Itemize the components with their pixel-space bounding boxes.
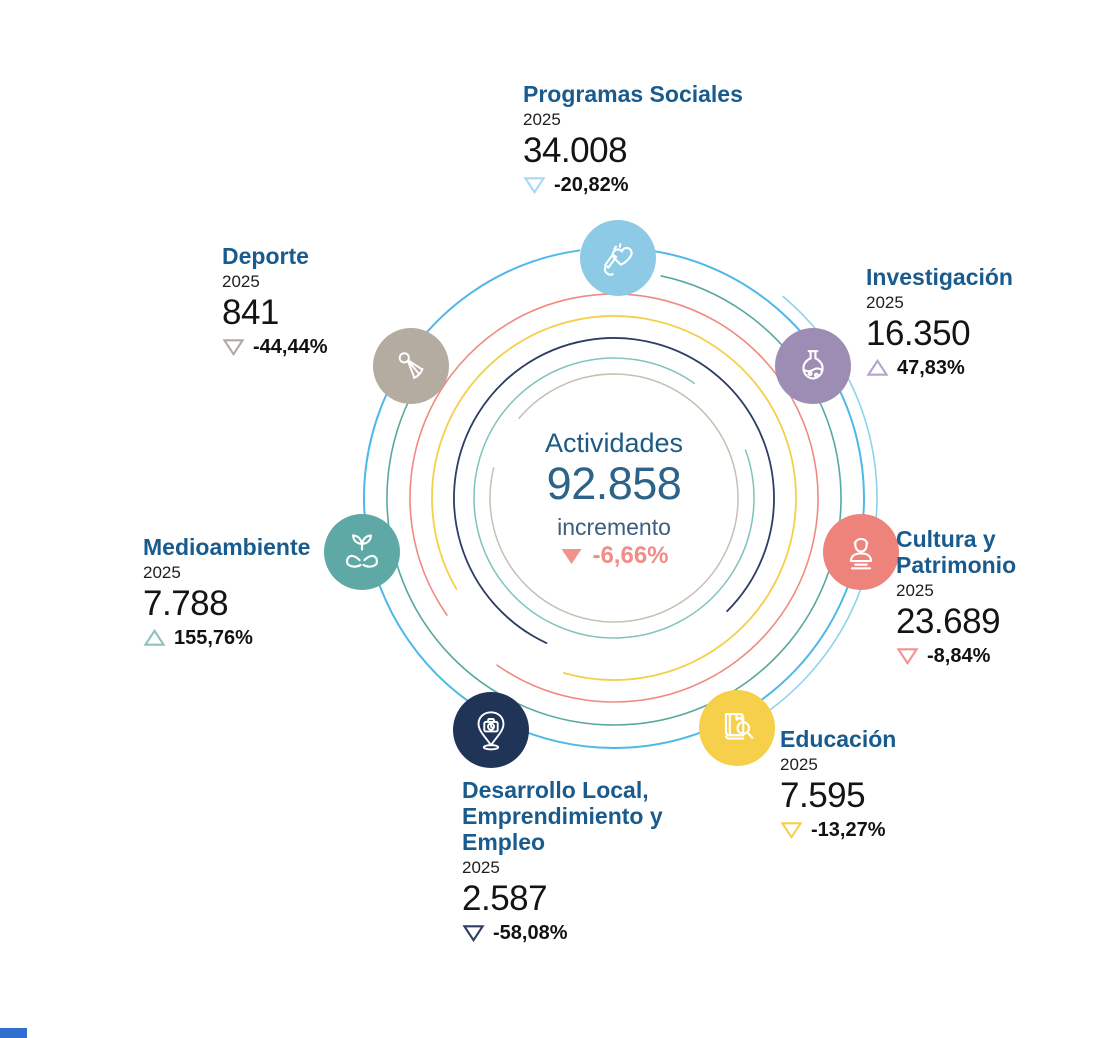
- shuttlecock-glyph: [388, 343, 434, 389]
- category-change: [462, 922, 680, 945]
- center-title: Actividades: [544, 428, 684, 458]
- category-change-pct: -13,27%: [811, 818, 886, 841]
- category-year: 2025: [143, 562, 181, 582]
- category-investigacion: [866, 264, 1013, 380]
- chart-center-summary: [492, 428, 736, 570]
- category-label: Educación: [780, 726, 897, 752]
- category-label: Programas Sociales: [523, 81, 743, 107]
- hands-leaf-glyph: [339, 529, 385, 575]
- center-change-triangle-icon: [559, 546, 584, 566]
- location-briefcase-glyph: [468, 707, 514, 753]
- change-triangle-icon: [222, 337, 245, 357]
- center-change: [492, 542, 736, 570]
- bust-icon: [823, 514, 899, 590]
- category-change: [523, 174, 743, 197]
- category-year: 2025: [523, 109, 561, 129]
- bottom-left-blue-strip: [0, 1028, 27, 1038]
- category-value: 7.788: [143, 583, 229, 623]
- category-deporte: [222, 243, 328, 359]
- category-medioambiente: [143, 534, 310, 650]
- category-change: [866, 357, 1013, 380]
- category-change: [896, 645, 1071, 668]
- change-triangle-icon: [523, 175, 546, 195]
- change-triangle-icon: [896, 646, 919, 666]
- category-change-pct: -58,08%: [493, 921, 568, 944]
- change-triangle-icon: [780, 820, 803, 840]
- category-programas-sociales: [523, 81, 743, 197]
- category-label: Investigación: [866, 264, 1013, 290]
- category-educacion: [780, 726, 896, 842]
- category-value: 34.008: [523, 130, 628, 170]
- center-subtitle: incremento: [557, 513, 671, 540]
- change-triangle-icon: [462, 923, 485, 943]
- category-change: [143, 627, 310, 650]
- category-change: [780, 819, 896, 842]
- category-value: 23.689: [896, 601, 1001, 641]
- category-change-pct: -20,82%: [554, 173, 629, 196]
- category-change: [222, 336, 328, 359]
- location-briefcase-icon: [453, 692, 529, 768]
- category-desarrollo-local: [462, 777, 680, 945]
- flask-icon: [775, 328, 851, 404]
- change-triangle-icon: [866, 358, 889, 378]
- category-year: 2025: [896, 580, 934, 600]
- change-triangle-icon: [143, 628, 166, 648]
- category-cultura-patrimonio: [896, 526, 1071, 668]
- category-year: 2025: [462, 857, 500, 877]
- category-year: 2025: [222, 271, 260, 291]
- center-total-value: 92.858: [546, 458, 682, 509]
- category-label: Deporte: [222, 243, 309, 269]
- hands-leaf-icon: [324, 514, 400, 590]
- category-year: 2025: [866, 292, 904, 312]
- flask-glyph: [790, 343, 836, 389]
- hand-heart-icon: [580, 220, 656, 296]
- bust-glyph: [838, 529, 884, 575]
- category-value: 7.595: [780, 775, 866, 815]
- category-change-pct: -8,84%: [927, 644, 991, 667]
- category-year: 2025: [780, 754, 818, 774]
- category-change-pct: -44,44%: [253, 335, 328, 358]
- center-change-pct: -6,66%: [592, 541, 669, 569]
- category-change-pct: 47,83%: [897, 356, 965, 379]
- category-label: Cultura y Patrimonio: [896, 526, 1017, 578]
- category-label: Medioambiente: [143, 534, 311, 560]
- category-value: 841: [222, 292, 279, 332]
- shuttlecock-icon: [373, 328, 449, 404]
- category-value: 16.350: [866, 313, 971, 353]
- book-search-icon: [699, 690, 775, 766]
- category-change-pct: 155,76%: [174, 626, 253, 649]
- book-search-glyph: [714, 705, 760, 751]
- category-value: 2.587: [462, 878, 548, 918]
- hand-heart-glyph: [595, 235, 641, 281]
- category-label: Desarrollo Local, Emprendimiento y Empleo: [462, 777, 663, 855]
